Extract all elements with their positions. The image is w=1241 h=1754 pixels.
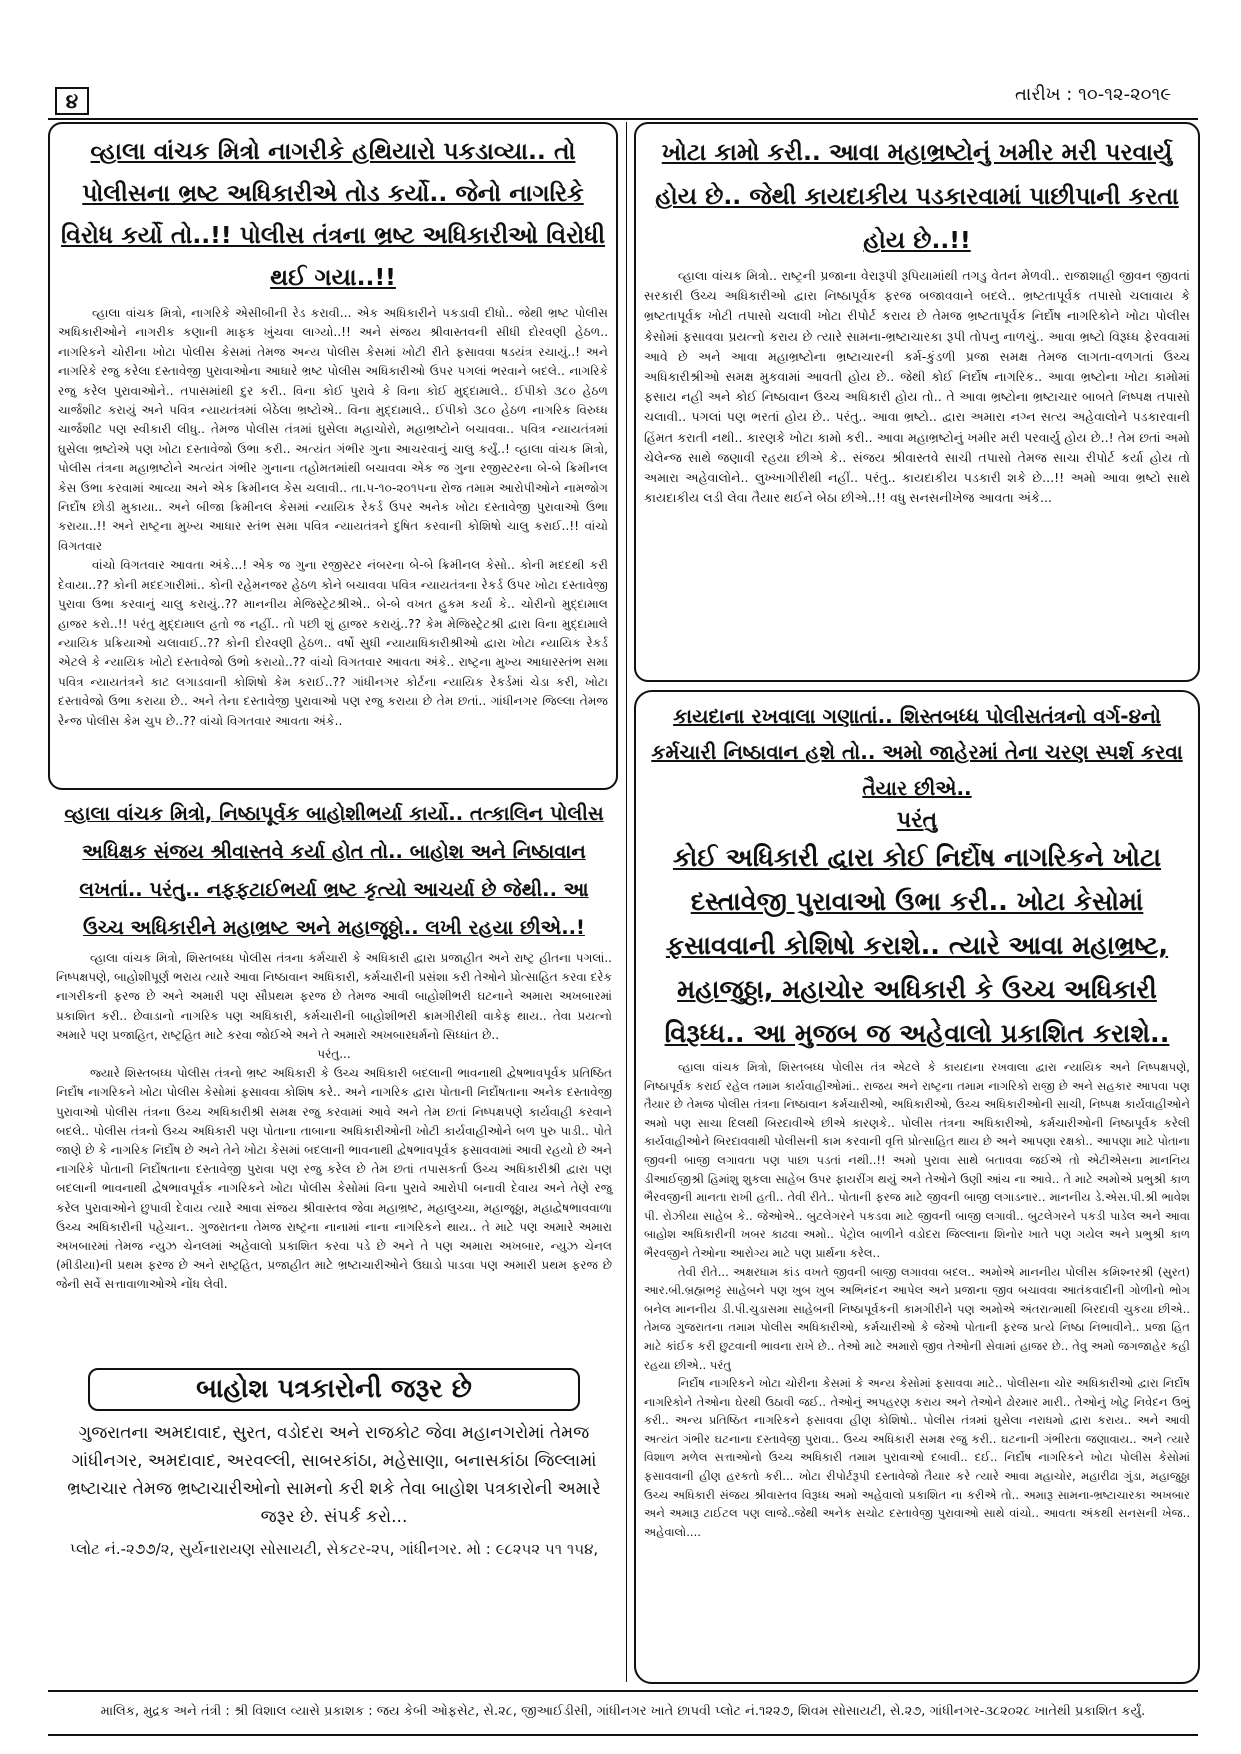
paragraph: વ્હાલા વાંચક મિત્રો, શિસ્તબધ્ધ પોલીસ તંત્ર એટલે કે કાયદાના રખવાલા દ્વારા ન્યાયિક અને નિષ્પક્ષપણે, નિષ્ઠાપૂર્વક કરાઈ રહેલ તમામ કાર્યવાહીઓમાં.. રાજય અને રાષ્ટ્રના તમામ નાગરિકો રાજી છે અને સહકાર આપવા પણ તૈયાર છે તેમજ પોલીસ તંત્રના નિષ્ઠાવાન કર્મચારીઓ, અધિકારીઓ, ઉચ્ચ અધિકારીઓની સાચી, નિષ્પક્ષ કાર્યવાહીઓને અમો પણ સાચા દિલથી બિરદાવીએ છીએ કારણકે.. પોલીસ તંત્રના અધિકારીઓ, કર્મચારીઓની નિષ્ઠાપૂર્વક કરેલી કાર્યવાહીઓને બિરદાવવાથી પોલીસની કામ કરવાની વૃત્તિ પ્રોત્સાહિત થાય છે અને આપણા રક્ષકો.. આપણા માટે પોતાના જીવની બાજી લગાવતા પણ પાછા પડતાં નથી..!! અમો પુરાવા સાથે બતાવવા જઈએ તો એટીએસના માનનિય ડીઆઈજીશ્રી હિમાંશુ શુકલા સાહેબ ઉપર ફાયરીંગ થયું અને તેઓને ઉણી આંચ ના આવે.. તે માટે અમોએ પ્રભુશ્રી કાળ ભૈરવજીની માનતા રાખી હતી.. તેવી રીતે.. પોતાની ફરજ માટે જીવની બાજી લગાડનાર.. માનનીય ડે.એસ.પી.શ્રી ભાવેશ પી. રોઝીયા સાહેબ કે.. જેઓએ.. બુટલેગરને પકડવા માટે જીવની બાજી લગાવી.. બુટલેગરને પકડી પાડેલ અને આવા બાહોશ અધિકારીની ખબર કાઢવા અમો.. પેટ્રોલ બાળીને વડોદરા જિલ્લાના શિનોર ખાતે પણ ગયેલ અને પ્રભુશ્રી કાળ ભૈરવજીને તેઓના આરોગ્ય માટે પણ પ્રાર્થના કરેલ.. — [644, 1060, 1190, 1260]
column-divider — [626, 122, 627, 1682]
paragraph: વ્હાલા વાંચક મિત્રો.. રાષ્ટ્રની પ્રજાના વેરારૂપી રૂપિયામાંથી તગડુ વેતન મેળવી.. રાજાશાહી જીવન જીવતાં સરકારી ઉચ્ચ અધિકારીઓ દ્વારા નિષ્ઠાપૂર્વક ફરજ બજાવવાને બદલે.. ભ્રષ્ટતાપૂર્વક તપાસો ચલાવાય કે ભ્રષ્ટતાપૂર્વક ખોટી તપાસો ચલાવી ખોટા રીપોર્ટ કરાય છે તેમજ ભ્રષ્ટતાપૂર્વક નિર્દોષ નાગરિકોને ખોટા પોલીસ કેસોમાં ફસાવવા પ્રયત્નો કરાય છે ત્યારે સામના-ભ્રષ્ટાચારકા રૂપી તોપનુ નાળચું.. આવા ભ્રષ્ટો વિરૂધ્ધ ફેરવવામાં આવે છે અને આવા મહાભ્રષ્ટોના ભ્રષ્ટાચારની કર્મ-કુંડળી પ્રજા સમક્ષ તેમજ લાગતા-વળગતાં ઉચ્ચ અધિકારીશ્રીઓ સમક્ષ મુકવામાં આવતી હોય છે.. જેથી કોઈ નિર્દોષ નાગરિક.. આવા ભ્રષ્ટોના ખોટા કામોમાં ફસાય નહી અને કોઈ નિષ્ઠાવાન ઉચ્ચ અધિકારી હોય તો.. તે આવા ભ્રષ્ટોના ભ્રષ્ટાચાર બાબતે નિષ્પક્ષ તપાસો ચલાવી.. પગલાં પણ ભરતાં હોય છે.. પરંતુ.. આવા ભ્રષ્ટો.. દ્વારા અમારા નગ્ન સત્ય અહેવાલોને પડકારવાની હિંમત કરાતી નથી.. કારણકે ખોટા કામો કરી.. આવા મહાભ્રષ્ટોનું ખમીર મરી પરવાર્યુ હોય છે..! તેમ છતાં અમો ચેલેન્જ સાથે જણાવી રહયા છીએ કે.. સંજય શ્રીવાસ્તવે સાચી તપાસો તેમજ સાચા રીપોર્ટ કર્યા હોય તો અમારા અહેવાલોને.. લુખ્ખાગીરીથી નહીં.. પરંતુ.. કાયદાકીય પડકારી શકે છે...!! અમો આવા ભ્રષ્ટો સાથે કાયદાકીય લડી લેવા તૈયાર થઈને બેઠા છીએ..!! વધુ સનસનીખેજ આવતા અંકે... — [644, 268, 1190, 506]
paragraph: પરંતુ... — [317, 1047, 351, 1062]
paragraph: જ્યારે શિસ્તબધ્ધ પોલીસ તંત્રનો ભ્રષ્ટ અધિકારી કે ઉચ્ચ અધિકારી બદલાની ભાવનાથી દ્વેષભાવપૂર્વક પ્રતિષ્ઠિત નિર્દોષ નાગરિકને ખોટા પોલીસ કેસોમાં ફસાવવા કોશિષ કરે.. અને નાગરિક દ્વારા પોતાની નિર્દોષતાના અનેક દસ્તાવેજી પુરાવાઓ પોલીસ તંત્રના ઉચ્ચ અધિકારીશ્રી સમક્ષ રજુ કરવામાં આવે અને તેમ છતાં નિષ્પક્ષપણે કાર્યવાહી કરવાને બદલે.. પોલીસ તંત્રનો ઉચ્ચ અધિકારી પણ પોતાના તાબાના અધિકારીઓની ખોટી કાર્યવાહીઓને બળ પુરુ પાડી.. પોતે જાણે છે કે નાગરિક નિર્દોષ છે અને તેને ખોટા કેસમાં બદલાની ભાવનાથી દ્વેષભાવપૂર્વક ફસાવવામાં આવી રહયો છે અને નાગરિકે પોતાની નિર્દોષતાના દસ્તાવેજી પુરાવા પણ રજુ કરેલ છે તેમ છતાં તપાસકર્તા ઉચ્ચ અધિકારીશ્રી દ્વારા પણ બદલાની ભાવનાથી દ્વેષભાવપૂર્વક નાગરિકને ખોટા પોલીસ કેસોમાં વિના પુરાવે આરોપી બનાવી દેવાય અને તેણે રજુ કરેલ પુરાવાઓને છુપાવી દેવાય ત્યારે આવા સંજય શ્રીવાસ્તવ જેવા મહાભ્રષ્ટ, મહાલુચ્ચા, મહાજૂઠ્ઠા, મહાદ્વેષભાવવાળા ઉચ્ચ અધિકારીની પહેચાન.. ગુજરાતના તેમજ રાષ્ટ્રના નાનામાં નાના નાગરિકને થાય.. તે માટે પણ અમારે અમારા અખબારમાં તેમજ ન્યુઝ ચેનલમાં અહેવાલો પ્રકાશિત કરવા પડે છે અને તે પણ અમારા અખબાર, ન્યુઝ ચેનલ (મીડીયા)ની પ્રથમ ફરજ છે અને રાષ્ટ્રહિત, પ્રજાહીત માટે ભ્રષ્ટાચારીઓને ઉઘાડો પાડવા પણ અમારી પ્રથમ ફરજ છે જેની સર્વે સત્તાવાળાઓએ નોંધ લેવી. — [56, 1066, 612, 1292]
article-right-bottom-heading-small: કાયદાના રખવાલા ગણાતાં.. શિસ્તબધ્ધ પોલીસતંત્રનો વર્ગ-૪નો કર્મચારી નિષ્ઠાવાન હશે તો.. અમો જાહેરમાં તેના ચરણ સ્પર્શ કરવા તૈયાર છીએ.. — [651, 704, 1183, 800]
article-right-bottom — [634, 690, 1200, 1684]
header-rule — [48, 118, 1198, 120]
imprint-footer: માલિક, મુદ્રક અને તંત્રી : શ્રી વિશાલ વ્યાસે પ્રકાશક : જય કેબી ઓફસેટ, સે.૨૮, જીઆઈડીસી, ગાંધીનગર ખાતે છાપવી પ્લોટ નં.૧૨૨૭, શિવમ સોસાયટી, સે.૨૭, ગાંધીનગર-૩૮૨૦૨૮ ખાતેથી પ્રકાશિત કર્યું. — [48, 1690, 1198, 1736]
article-right-top-body — [636, 266, 1198, 508]
article-left-middle — [48, 795, 620, 1355]
paragraph: નિર્દોષ નાગરિકને ખોટા ચોરીના કેસમાં કે અન્ય કેસોમાં ફસાવવા માટે.. પોલીસના ચોર અધિકારીઓ દ્વારા નિર્દોષ નાગરિકોને તેઓના ઘેરથી ઉઠાવી જઈ.. તેઓનું અપહરણ કરાય અને તેઓને ઢોરમાર મારી.. તેઓનું ખોટુ નિવેદન ઉભું કરી.. અન્ય પ્રતિષ્ઠિત નાગરિકને ફસાવવા હીણ કોશિષો.. પોલીસ તંત્રમાં ઘુસેલા નરાધમો દ્વારા કરાય.. અને આવી અત્યંત ગંભીર ઘટનાના દસ્તાવેજી પુરાવા.. ઉચ્ચ અધિકારી સમક્ષ રજુ કરી.. ઘટનાની ગંભીરતા જણાવાય.. અને ત્યારે વિશાળ મળેલ સત્તાઓનો ઉચ્ચ અધિકારી તમામ પુરાવાઓ દબાવી.. દઈ.. નિર્દોષ નાગરિકને ખોટા પોલીસ કેસોમાં ફસાવવાની હીણ હરકતો કરી... ખોટા રીપોર્ટરૂપી દસ્તાવેજો તૈયાર કરે ત્યારે આવા મહાચોર, મહારીઢા ગુંડા, મહાજુઠ્ઠા ઉચ્ચ અધિકારી સંજય શ્રીવાસ્તવ વિરૂધ્ધ અમો અહેવાલો પ્રકાશિત ના કરીએ તો.. અમારૂ સામના-ભ્રષ્ટાચારકા અખબાર અને અમારૂ ટાઈટલ પણ લાજે..જેથી અનેક સચોટ દસ્તાવેજી પુરાવાઓ સાથે વાંચો.. આવતા અંકથી સનસની ખેજ.. અહેવાલો.... — [644, 1376, 1190, 1539]
article-left-middle-heading: વ્હાલા વાંચક મિત્રો, નિષ્ઠાપૂર્વક બાહોશીભર્યા કાર્યો.. તત્કાલિન પોલીસ અધિક્ષક સંજય શ્રીવાસ્તવે કર્યા હોત તો.. બાહોશ અને નિષ્ઠાવાન લખતાં.. પરંતુ.. નફફટાઈભર્યા ભ્રષ્ટ કૃત્યો આચર્યા છે જેથી.. આ ઉચ્ચ અધિકારીને મહાભ્રષ્ટ અને મહાજૂઠ્ઠો.. લખી રહયા છીએ..! — [64, 802, 604, 939]
article-left-middle-body — [48, 949, 620, 1295]
job-ad — [48, 1358, 620, 1684]
article-right-bottom-heading-large: કોઈ અધિકારી દ્વારા કોઈ નિર્દોષ નાગરિકને ખોટા દસ્તાવેજી પુરાવાઓ ઉભા કરી.. ખોટા કેસોમાં ફસાવવાની કોશિષો કરાશે.. ત્યારે આવા મહાભ્રષ્ટ, મહાજુઠ્ઠા, મહાચોર અધિકારી કે ઉચ્ચ અધિકારી વિરૂધ્ધ.. આ મુજબ જ અહેવાલો પ્રકાશિત કરાશે.. — [664, 843, 1170, 1049]
article-left-top-body — [50, 304, 616, 731]
article-left-top — [48, 122, 618, 790]
paragraph: તેવી રીતે... અક્ષરધામ કાંડ વખતે જીવની બાજી લગાવવા બદલ.. અમોએ માનનીય પોલીસ કમિશ્નરશ્રી (સુરત) આર.બી.બ્રહ્મભટ્ટ સાહેબને પણ ખુબ ખુબ અભિનંદન આપેલ અને પ્રજાના જીવ બચાવવા આતંકવાદીની ગોળીનો ભોગ બનેલ માનનીય ડી.પી.ચુડાસમા સાહેબની નિષ્ઠાપૂર્વકની કામગીરીને પણ અમોએ અંતરાત્માથી બિરદાવી ચુકયા છીએ.. તેમજ ગુજરાતના તમામ પોલીસ અધિકારીઓ, કર્મચારીઓ કે જેઓ પોતાની ફરજ પ્રત્યે નિષ્ઠા નિભાવીને.. પ્રજા હિત માટે કાંઈક કરી છુટવાની ભાવના રાખે છે.. તેઓ માટે અમારો જીવ તેઓની સેવામાં હાજર છે.. તેવુ અમો જગજાહેર કહી રહયા છીએ.. પરંતુ — [644, 1264, 1190, 1372]
job-ad-address: પ્લોટ નં.-૨૭૭/૨, સુર્યનારાયણ સોસાયટી, સેકટર-૨૫, ગાંધીનગર. મો : ૯૮૨૫૨ ૫૧ ૧૫૪, — [69, 1540, 599, 1558]
paragraph: વ્હાલા વાંચક મિત્રો, શિસ્તબધ્ધ પોલીસ તંત્રના કર્મચારી કે અધિકારી દ્વારા પ્રજાહીત અને રાષ્ટ્ર હીતના પગલાં.. નિષ્પક્ષપણે, બાહોશીપૂર્ણ ભરાય ત્યારે આવા નિષ્ઠાવાન અધિકારી, કર્મચારીની પ્રસંશા કરી તેઓને પ્રોત્સાહિત કરવા દરેક નાગરીકની ફરજ છે અને અમારી પણ સૌપ્રથમ ફરજ છે તેમજ આવી બાહોશીભરી ઘટનાને અમારા અખબારમાં પ્રકાશિત કરી.. છેવાડાનો નાગરિક પણ અધિકારી, કર્મચારીની બાહોશીભરી ક્રામગીરીથી વાકેફ થાય.. તેવા પ્રયત્નો અમારે પણ પ્રજાહિત, રાષ્ટ્રહિત માટે કરવા જોઈએ અને તે અમારો અખબારધર્મનો સિધ્ધાંત છે.. — [56, 951, 612, 1042]
article-right-top-heading: ખોટા કામો કરી.. આવા મહાભ્રષ્ટોનું ખમીર મરી પરવાર્યુ હોય છે.. જેથી કાયદાકીય પડકારવામાં પાછીપાની કરતા હોય છે..!! — [655, 138, 1179, 254]
paragraph: વાંચો વિગતવાર આવતા અંકે...! એક જ ગુના રજીસ્ટર નંબરના બે-બે ક્રિમીનલ કેસો.. કોની મદદથી કરી દેવાયા..?? કોની મદદગારીમાં.. કોની રહેમનજર હેઠળ કોને બચાવવા પવિત્ર ન્યાયતંત્રના રેકર્ડ ઉપર ખોટા દસ્તાવેજી પુરાવા ઉભા કરવાનું ચાલુ કરાયું..?? માનનીય મેજિસ્ટ્રેટશ્રીએ.. બે-બે વખત હુકમ કર્યા કે.. ચોરીનો મુદ્દામાલ હાજર કરો..!! પરંતુ મુદ્દામાલ હતો જ નહીં.. તો પછી શું હાજર કરાયું..?? કેમ મેજિસ્ટ્રેટશ્રી દ્વારા વિના મુદ્દામાલે ન્યાયિક પ્રક્રિયાઓ ચલાવાઈ..?? કોની દોરવણી હેઠળ.. વર્ષો સુધી ન્યાયાધિકારીશ્રીઓ દ્વારા ખોટા ન્યાયિક રેકર્ડ એટલે કે ન્યાયિક ખોટો દસ્તાવેજો ઉભો કરાયો..?? વાંચો વિગતવાર આવતા અંકે.. રાષ્ટ્રના મુખ્ય આધારસ્તંભ સમા પવિત્ર ન્યાયતંત્રને કાટ લગાડવાની કોશિષો કેમ કરાઈ..?? ગાંધીનગર કોર્ટના ન્યાયિક રેકર્ડમાં ચેડા કરી, ખોટા દસ્તાવેજો ઉભા કરાયા છે.. અને તેના દસ્તાવેજી પુરાવાઓ પણ રજુ કરાયા છે તેમ છતાં.. ગાંધીનગર જિલ્લા તેમજ રેન્જ પોલીસ કેમ ચુપ છે..?? વાંચો વિગતવાર આવતા અંકે.. — [58, 558, 608, 728]
issue-date: તારીખ : ૧૦-૧૨-૨૦૧૯ — [1014, 84, 1171, 105]
page-number: ૪ — [55, 87, 89, 115]
article-right-top — [634, 122, 1200, 682]
article-right-bottom-heading-but: પરંતુ — [896, 808, 938, 833]
job-ad-title: બાહોશ પત્રકારોની જરૂર છે — [88, 1368, 580, 1411]
article-left-top-heading: વ્હાલા વાંચક મિત્રો નાગરીકે હથિયારો પકડાવ્યા.. તો પોલીસના ભ્રષ્ટ અધિકારીએ તોડ કર્યો.. જેનો નાગરિકે વિરોધ કર્યો તો..!! પોલીસ તંત્રના ભ્રષ્ટ અધિકારીઓ વિરોધી થઈ ગયા..!! — [60, 137, 606, 291]
job-ad-text: ગુજરાતના અમદાવાદ, સુરત, વડોદરા અને રાજકોટ જેવા મહાનગરોમાં તેમજ ગાંધીનગર, અમદાવાદ, અરવલ્લી, સાબરકાંઠા, મહેસાણા, બનાસકાંઠા જિલ્લામાં ભ્રષ્ટાચાર તેમજ ભ્રષ્ટાચારીઓનો સામનો કરી શકે તેવા બાહોશ પત્રકારોની અમારે જરૂર છે. સંપર્ક કરો... — [67, 1423, 601, 1527]
paragraph: વ્હાલા વાંચક મિત્રો, નાગરિકે એસીબીની રેડ કરાવી... એક અધિકારીને પકડાવી દીધો.. જેથી ભ્રષ્ટ પોલીસ અધિકારીઓને નાગરીક કણાની માફક ખુંચવા લાગ્યો..!! અને સંજય શ્રીવાસ્તવની સીધી દોરવણી હેઠળ.. નાગરિકને ચોરીના ખોટા પોલીસ કેસમાં તેમજ અન્ય પોલીસ કેસમાં ખોટી રીતે ફસાવવા ષડયંત્ર રચાયું..! અને નાગરિકે રજુ કરેલા દસ્તાવેજી પુરાવાઓના આધારે ભ્રષ્ટ પોલીસ અધિકારીઓ ઉપર પગલાં ભરવાને બદલે.. નાગરિકે રજુ કરેલ પુરાવાઓને.. તપાસમાંથી દુર કરી.. વિના કોઈ પુરાવે કે વિના કોઈ મુદ્દામાલે.. ઈપીકો ૩૮૦ હેઠળ ચાર્જશીટ કરાયું અને પવિત્ર ન્યાયતંત્રમાં બેઠેલા ભ્રષ્ટોએ.. વિના મુદ્દામાલે.. ઈપીકો ૩૮૦ હેઠળ નાગરિક વિરુધ્ધ ચાર્જશીટ પણ સ્વીકારી લીધુ.. તેમજ પોલીસ તંત્રમાં ઘુસેલા મહાચોરો, મહાભ્રષ્ટોને બચાવવા.. પવિત્ર ન્યાયતંત્રમાં ઘુસેલા ભ્રષ્ટોએ પણ ખોટા દસ્તાવેજો ઉભા કરી.. અત્યંત ગંભીર ગુના આચરવાનું ચાલુ કર્યું..! વ્હાલા વાંચક મિત્રો, પોલીસ તંત્રના મહાભ્રષ્ટોને અત્યંત ગંભીર ગુનાના તહોમતમાંથી બચાવવા એક જ ગુના રજીસ્ટરના બે-બે ક્રિમીનલ કેસ ઉભા કરવામાં આવ્યા અને એક ક્રિમીનલ કેસ ચલાવી.. તા.૫-૧૦-૨૦૧૫ના રોજ તમામ આરોપીઓને નામજોગ નિર્દોષ છોડી મુકાયા.. અને બીજા ક્રિમીનલ કેસમાં ન્યાયિક રેકર્ડ ઉપર અનેક ખોટા દસ્તાવેજી પુરાવાઓ ઉભા કરાયા..!! અને રાષ્ટ્રના મુખ્ય આધાર સ્તંભ સમા પવિત્ર ન્યાયતંત્રને દુષિત કરવાની કોશિષો ચાલુ કરાઈ..!! વાંચો વિગતવાર — [58, 306, 608, 553]
article-right-bottom-body — [636, 1058, 1198, 1541]
